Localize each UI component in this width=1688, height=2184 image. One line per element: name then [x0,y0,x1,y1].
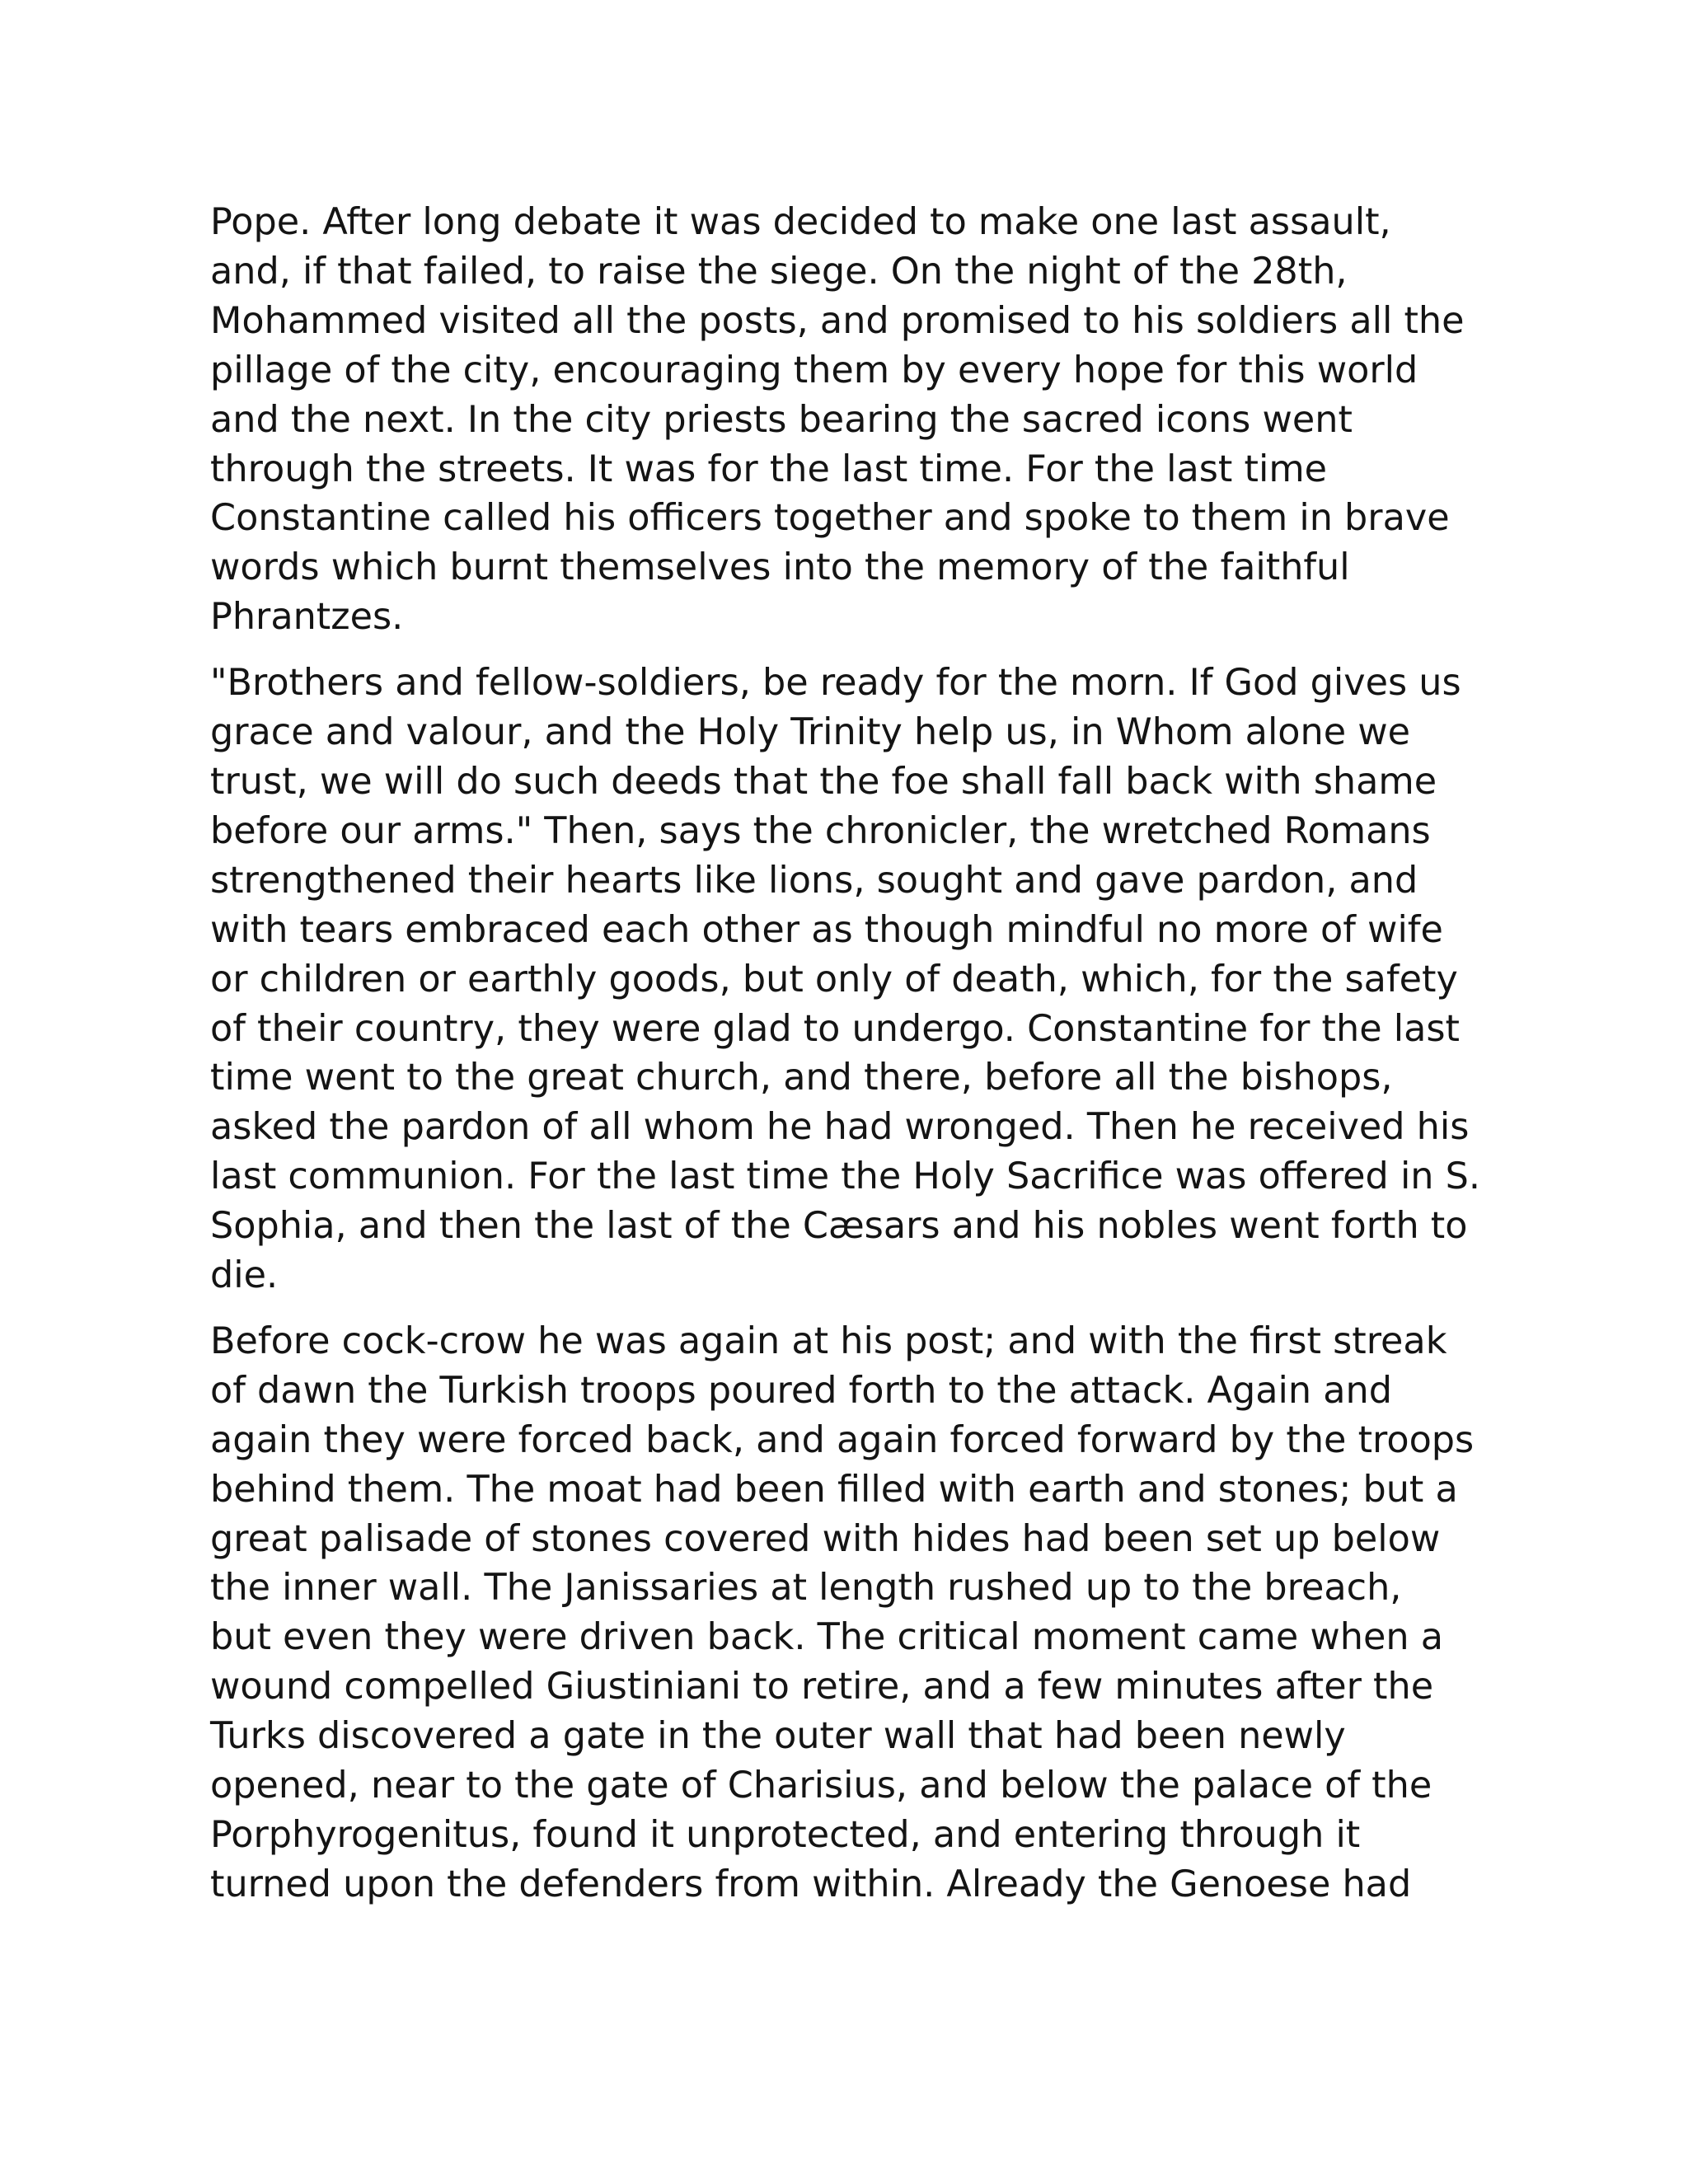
text-line: pillage of the city, encouraging them by every hope for this world [210,349,1418,391]
text-line: last communion. For the last time the Holy Sacrifice was offered in S. [210,1155,1481,1198]
text-line: grace and valour, and the Holy Trinity help us, in Whom alone we [210,711,1411,754]
text-line: Porphyrogenitus, found it unprotected, and entering through it [210,1814,1361,1856]
text-line: Sophia, and then the last of the Cæsars and his nobles went forth to [210,1205,1468,1248]
text-line: opened, near to the gate of Charisius, and below the palace of the [210,1765,1432,1807]
text-line: words which burnt themselves into the memory of the faithful [210,546,1350,589]
text-line: strengthened their hearts like lions, sought and gave pardon, and [210,859,1418,902]
text-line: Mohammed visited all the posts, and promised to his soldiers all the [210,299,1465,342]
paragraph-3 [210,1317,1496,1910]
text-line: through the streets. It was for the last time. For the last time [210,448,1328,490]
text-line: "Brothers and fellow-soldiers, be ready for the morn. If God gives us [210,662,1461,705]
paragraph-1 [210,198,1496,642]
text-line: and the next. In the city priests bearing the sacred icons went [210,398,1353,441]
text-line: die. [210,1254,279,1297]
text-line: or children or earthly goods, but only of death, which, for the safety [210,958,1458,1001]
text-line: asked the pardon of all whom he had wronged. Then he received his [210,1106,1470,1149]
paragraph-spacer [210,1301,1496,1317]
paragraph-spacer [210,642,1496,658]
text-line: Turks discovered a gate in the outer wall that had been newly [210,1715,1346,1758]
text-line: Before cock-crow he was again at his post; and with the first streak [210,1319,1447,1362]
text-line: time went to the great church, and there, before all the bishops, [210,1057,1393,1099]
body-text [210,198,1496,1910]
text-line: the inner wall. The Janissaries at length rushed up to the breach, [210,1567,1402,1610]
text-line: Constantine called his officers together and spoke to them in brave [210,497,1450,540]
text-line: Pope. After long debate it was decided to make one last assault, [210,201,1391,243]
text-line: Phrantzes. [210,596,404,639]
text-line: but even they were driven back. The critical moment came when a [210,1616,1444,1659]
text-line: and, if that failed, to raise the siege. On the night of the 28th, [210,250,1348,293]
text-line: with tears embraced each other as though mindful no more of wife [210,908,1443,951]
text-line: trust, we will do such deeds that the foe shall fall back with shame [210,760,1437,803]
text-line: of dawn the Turkish troops poured forth to the attack. Again and [210,1369,1392,1412]
text-line: behind them. The moat had been filled with earth and stones; but a [210,1468,1458,1511]
text-line: wound compelled Giustiniani to retire, and a few minutes after the [210,1666,1434,1708]
text-line: great palisade of stones covered with hides had been set up below [210,1517,1441,1560]
text-line: turned upon the defenders from within. Already the Genoese had [210,1863,1412,1905]
text-line: again they were forced back, and again forced forward by the troops [210,1418,1475,1461]
paragraph-2 [210,658,1496,1301]
text-line: of their country, they were glad to undergo. Constantine for the last [210,1007,1460,1050]
text-line: before our arms." Then, says the chronicler, the wretched Romans [210,809,1431,852]
